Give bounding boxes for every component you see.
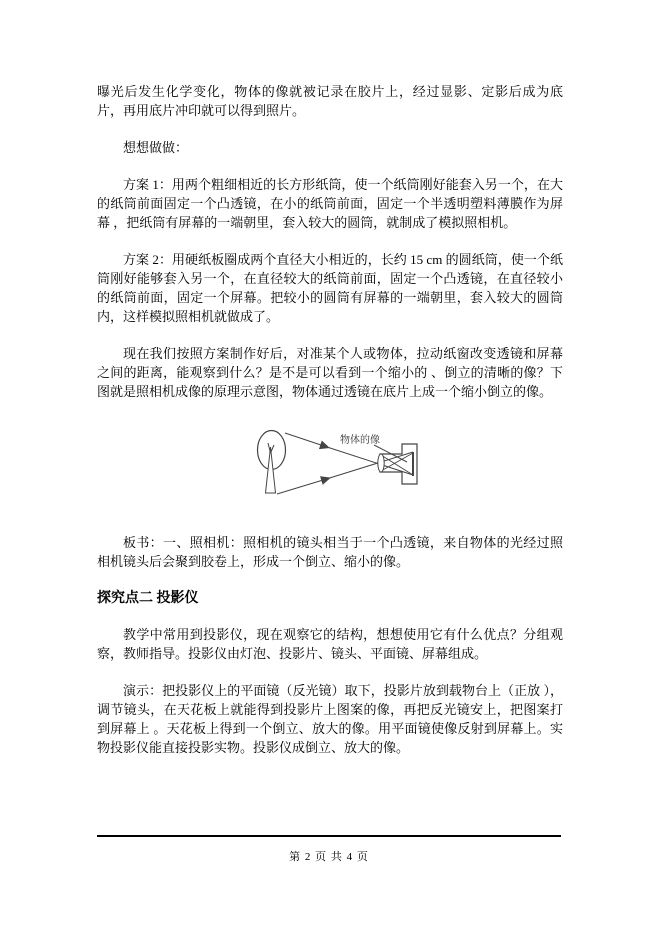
page-number: 第 2 页 共 4 页 xyxy=(289,851,369,863)
paragraph-think-and-do: 想想做做： xyxy=(123,140,189,155)
paragraph-projector-demo: 演示：把投影仪上的平面镜（反光镜）取下，投影片放到载物台上（正放 ），调节镜头，在天花板上就能得到投影片上图案的像，再把反光镜安上，把图案打到屏幕上 。天花板上得到一个倒立、放大的像。用平面镜使像反射到屏幕上。实物投影仪能直接投影实物。投影仪成倒立、放大的像。 xyxy=(97,683,563,755)
document-body xyxy=(97,82,563,775)
camera-lens xyxy=(378,454,384,472)
paragraph-exposure: 曝光后发生化学变化，物体的像就被记录在胶片上，经过显影、定影后成为底片，再用底片冲印就可以得到照片。 xyxy=(97,84,563,118)
camera-body xyxy=(380,444,417,484)
paragraph-plan-2: 方案 2：用硬纸板圈成两个直径大小相近的，长约 15 cm 的圆纸筒，使一个纸筒刚好能够套入另一个，在直径较大的纸筒前面，固定一个凸透镜，在直径较小的纸筒前面，固定一个屏幕。把较小的圆筒有屏幕的一端朝里，套入较大的圆筒内，这样模拟照相机就做成了。 xyxy=(97,252,563,324)
footer-divider xyxy=(97,835,561,837)
paragraph-plan-1: 方案 1：用两个粗细相近的长方形纸筒，使一个纸筒刚好能套入另一个，在大的纸筒前面固定一个凸透镜，在小的纸筒前面，固定一个半透明塑料薄膜作为屏幕 ，把纸筒有屏幕的一端朝里，套入较大的圆筒，就制成了模拟照相机。 xyxy=(97,177,563,230)
paragraph-projector-intro: 教学中常用到投影仪，现在观察它的结构，想想使用它有什么优点？分组观察，教师指导。投影仪由灯泡、投影片、镜头、平面镜、屏幕组成。 xyxy=(97,627,563,661)
section-heading-projector: 探究点二 投影仪 xyxy=(97,591,199,606)
paragraph-board-notes: 板书：一、照相机：照相机的镜头相当于一个凸透镜，来自物体的光经过照相机镜头后会聚到胶卷上，形成一个倒立、缩小的像。 xyxy=(97,535,563,569)
paragraph-observation: 现在我们按照方案制作好后，对准某个人或物体，拉动纸窗改变透镜和屏幕之间的距离，能观察到什么？是不是可以看到一个缩小的 、倒立的清晰的像？下图就是照相机成像的原理示意图，物体通过透镜在底片上成一个缩小倒立的像。 xyxy=(97,346,563,399)
page-footer xyxy=(97,835,561,864)
tree-trunk xyxy=(266,447,276,493)
camera-imaging-svg xyxy=(237,419,447,519)
camera-imaging-diagram xyxy=(237,419,563,519)
image-label: 物体的像 xyxy=(340,435,380,446)
